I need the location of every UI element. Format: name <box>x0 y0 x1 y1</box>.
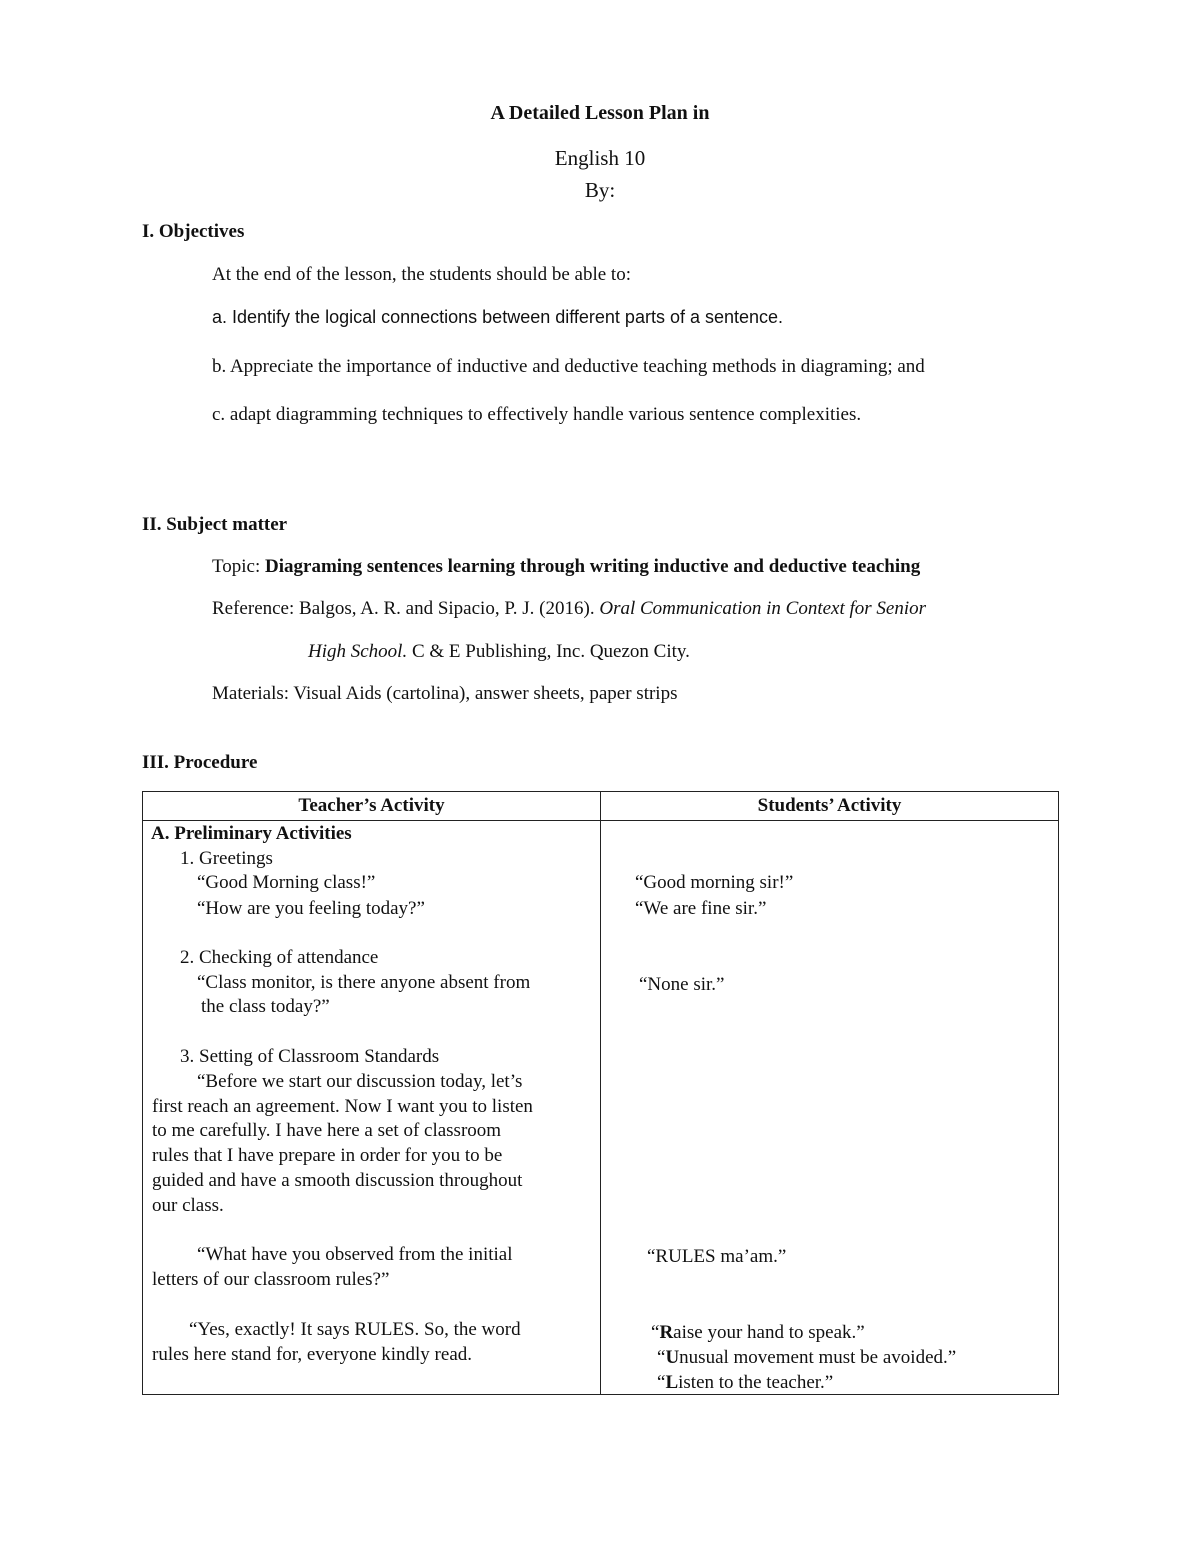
rule-quote: “ <box>657 1347 666 1368</box>
student-line: “Good morning sir!” <box>635 872 794 893</box>
rule-text: isten to the teacher.” <box>678 1372 834 1393</box>
rule-initial: U <box>665 1347 680 1368</box>
objectives-intro: At the end of the lesson, the students should be able to: <box>212 264 631 285</box>
table-row <box>143 821 1059 1395</box>
teacher-column-header: Teacher’s Activity <box>143 792 601 821</box>
reference-title-cont: High School. <box>308 641 408 662</box>
section-title: A. Preliminary Activities <box>151 823 352 844</box>
reference-line <box>212 598 926 620</box>
teacher-line: “Yes, exactly! It says RULES. So, the word <box>189 1319 521 1340</box>
topic-text: Diagraming sentences learning through writing inductive and deductive teaching <box>265 556 921 577</box>
rule-quote: “ <box>651 1322 660 1343</box>
document-title: A Detailed Lesson Plan in <box>490 102 710 124</box>
topic-label: Topic: <box>212 556 266 577</box>
reference-publisher: C & E Publishing, Inc. Quezon City. <box>407 641 690 662</box>
objective-a: a. Identify the logical connections between different parts of a sentence. <box>212 307 784 327</box>
student-line: “None sir.” <box>639 974 725 995</box>
reference-title: Oral Communication in Context for Senior <box>599 598 927 619</box>
reference-line-2 <box>308 641 690 663</box>
teacher-line: our class. <box>152 1195 224 1216</box>
teacher-activity-cell <box>143 821 601 1395</box>
student-line: “We are fine sir.” <box>635 898 767 919</box>
procedure-table <box>142 791 1059 1395</box>
teacher-line: rules that I have prepare in order for you to be <box>152 1145 503 1166</box>
teacher-line: 1. Greetings <box>180 848 273 869</box>
table-header-row <box>143 792 1059 821</box>
teacher-line: “What have you observed from the initial <box>197 1244 513 1265</box>
teacher-line: to me carefully. I have here a set of classroom <box>152 1120 502 1141</box>
objectives-heading: I. Objectives <box>142 221 245 242</box>
teacher-line: letters of our classroom rules?” <box>152 1269 390 1290</box>
teacher-line: 2. Checking of attendance <box>180 947 379 968</box>
student-line: “RULES ma’am.” <box>647 1246 787 1267</box>
author-line: By: <box>584 178 616 202</box>
teacher-line: rules here stand for, everyone kindly read. <box>152 1344 473 1365</box>
rule-text: aise your hand to speak.” <box>673 1322 865 1343</box>
teacher-line: “Class monitor, is there anyone absent from <box>197 972 531 993</box>
materials-line: Materials: Visual Aids (cartolina), answer sheets, paper strips <box>212 683 678 704</box>
teacher-line: guided and have a smooth discussion throughout <box>152 1170 523 1191</box>
subject-matter-heading: II. Subject matter <box>142 514 288 535</box>
students-activity-cell <box>601 821 1059 1395</box>
rule-initial: L <box>665 1372 679 1393</box>
topic-line <box>212 556 920 578</box>
objective-c: c. adapt diagramming techniques to effectively handle various sentence complexities. <box>212 404 862 425</box>
rule-line <box>651 1321 865 1345</box>
rule-initial: R <box>659 1322 674 1343</box>
teacher-line: 3. Setting of Classroom Standards <box>180 1046 440 1067</box>
procedure-heading: III. Procedure <box>142 752 258 773</box>
teacher-line: the class today?” <box>201 996 330 1017</box>
teacher-line: first reach an agreement. Now I want you to listen <box>152 1096 533 1117</box>
rule-text: nusual movement must be avoided.” <box>679 1347 957 1368</box>
rule-line <box>657 1371 833 1395</box>
rule-line <box>657 1346 956 1370</box>
teacher-line: “Before we start our discussion today, let’s <box>197 1071 523 1092</box>
teacher-line: “How are you feeling today?” <box>197 898 425 919</box>
subject-line: English 10 <box>554 146 646 170</box>
students-column-header: Students’ Activity <box>601 792 1059 821</box>
teacher-line: “Good Morning class!” <box>197 872 376 893</box>
rule-quote: “ <box>657 1372 666 1393</box>
reference-label: Reference: Balgos, A. R. and Sipacio, P. J. (2016). <box>212 598 600 619</box>
objective-b: b. Appreciate the importance of inductive and deductive teaching methods in diagraming; and <box>212 356 925 377</box>
